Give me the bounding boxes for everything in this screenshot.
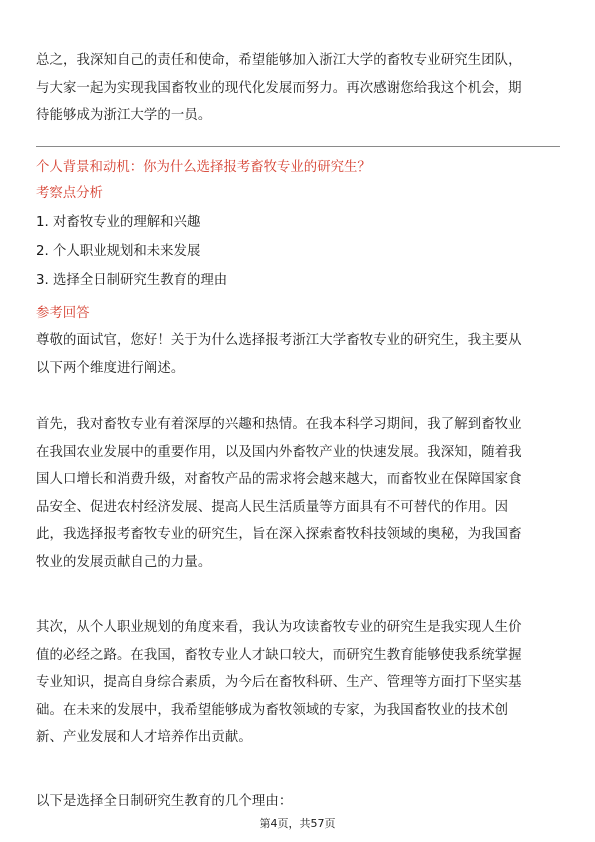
text-line: 品安全、促进农村经济发展、提高人民生活质量等方面具有不可替代的作用。因 [36, 499, 509, 515]
analysis-heading: 考察点分析 [36, 186, 103, 201]
text-line: 础。在未来的发展中，我希望能够成为畜牧领域的专家，为我国畜牧业的技术创 [36, 702, 509, 718]
list-item: 1. 对畜牧专业的理解和兴趣 [36, 215, 201, 230]
text-line: 其次，从个人职业规划的角度来看，我认为攻读畜牧专业的研究生是我实现人生价 [36, 620, 522, 635]
text-line: 待能够成为浙江大学的一员。 [36, 108, 212, 124]
answer-heading: 参考回答 [36, 306, 90, 321]
list-item: 3. 选择全日制研究生教育的理由 [36, 273, 228, 288]
answer-first-paragraph [36, 411, 562, 577]
text-line: 在我国农业发展中的重要作用，以及国内外畜牧产业的快速发展。我深知，随着我 [36, 444, 522, 460]
intro-paragraph [36, 47, 562, 130]
text-line: 与大家一起为实现我国畜牧业的现代化发展而努力。再次感谢您给我这个机会，期 [36, 80, 522, 96]
text-line: 以下两个维度进行阐述。 [36, 360, 185, 376]
text-line: 牧业的发展贡献自己的力量。 [36, 554, 212, 570]
page-footer: 第4页，共57页 [259, 817, 336, 830]
question-heading: 个人背景和动机：你为什么选择报考畜牧专业的研究生？ [36, 160, 371, 175]
text-line: 值的必经之路。在我国，畜牧专业人才缺口较大，而研究生教育能够使我系统掌握 [36, 647, 522, 663]
analysis-list [36, 208, 227, 295]
text-line: 以下是选择全日制研究生教育的几个理由： [36, 794, 293, 809]
text-line: 新、产业发展和人才培养作出贡献。 [36, 730, 252, 746]
text-line: 首先，我对畜牧专业有着深厚的兴趣和热情。在我本科学习期间，我了解到畜牧业 [36, 417, 522, 432]
text-line: 尊敬的面试官，您好！关于为什么选择报考浙江大学畜牧专业的研究生，我主要从 [36, 333, 522, 348]
text-line: 国人口增长和消费升级，对畜牧产品的需求将会越来越大，而畜牧业在保障国家食 [36, 472, 522, 488]
answer-second-paragraph [36, 614, 562, 752]
answer-intro-paragraph [36, 327, 562, 382]
text-line: 此，我选择报考畜牧专业的研究生，旨在深入探索畜牧科技领域的奥秘，为我国畜 [36, 527, 522, 543]
text-line: 总之，我深知自己的责任和使命，希望能够加入浙江大学的畜牧专业研究生团队， [36, 53, 522, 68]
text-line: 专业知识，提高自身综合素质，为今后在畜牧科研、生产、管理等方面打下坚实基 [36, 675, 522, 691]
section-divider [36, 146, 560, 147]
reasons-lead-paragraph [36, 788, 562, 816]
list-item: 2. 个人职业规划和未来发展 [36, 244, 201, 259]
